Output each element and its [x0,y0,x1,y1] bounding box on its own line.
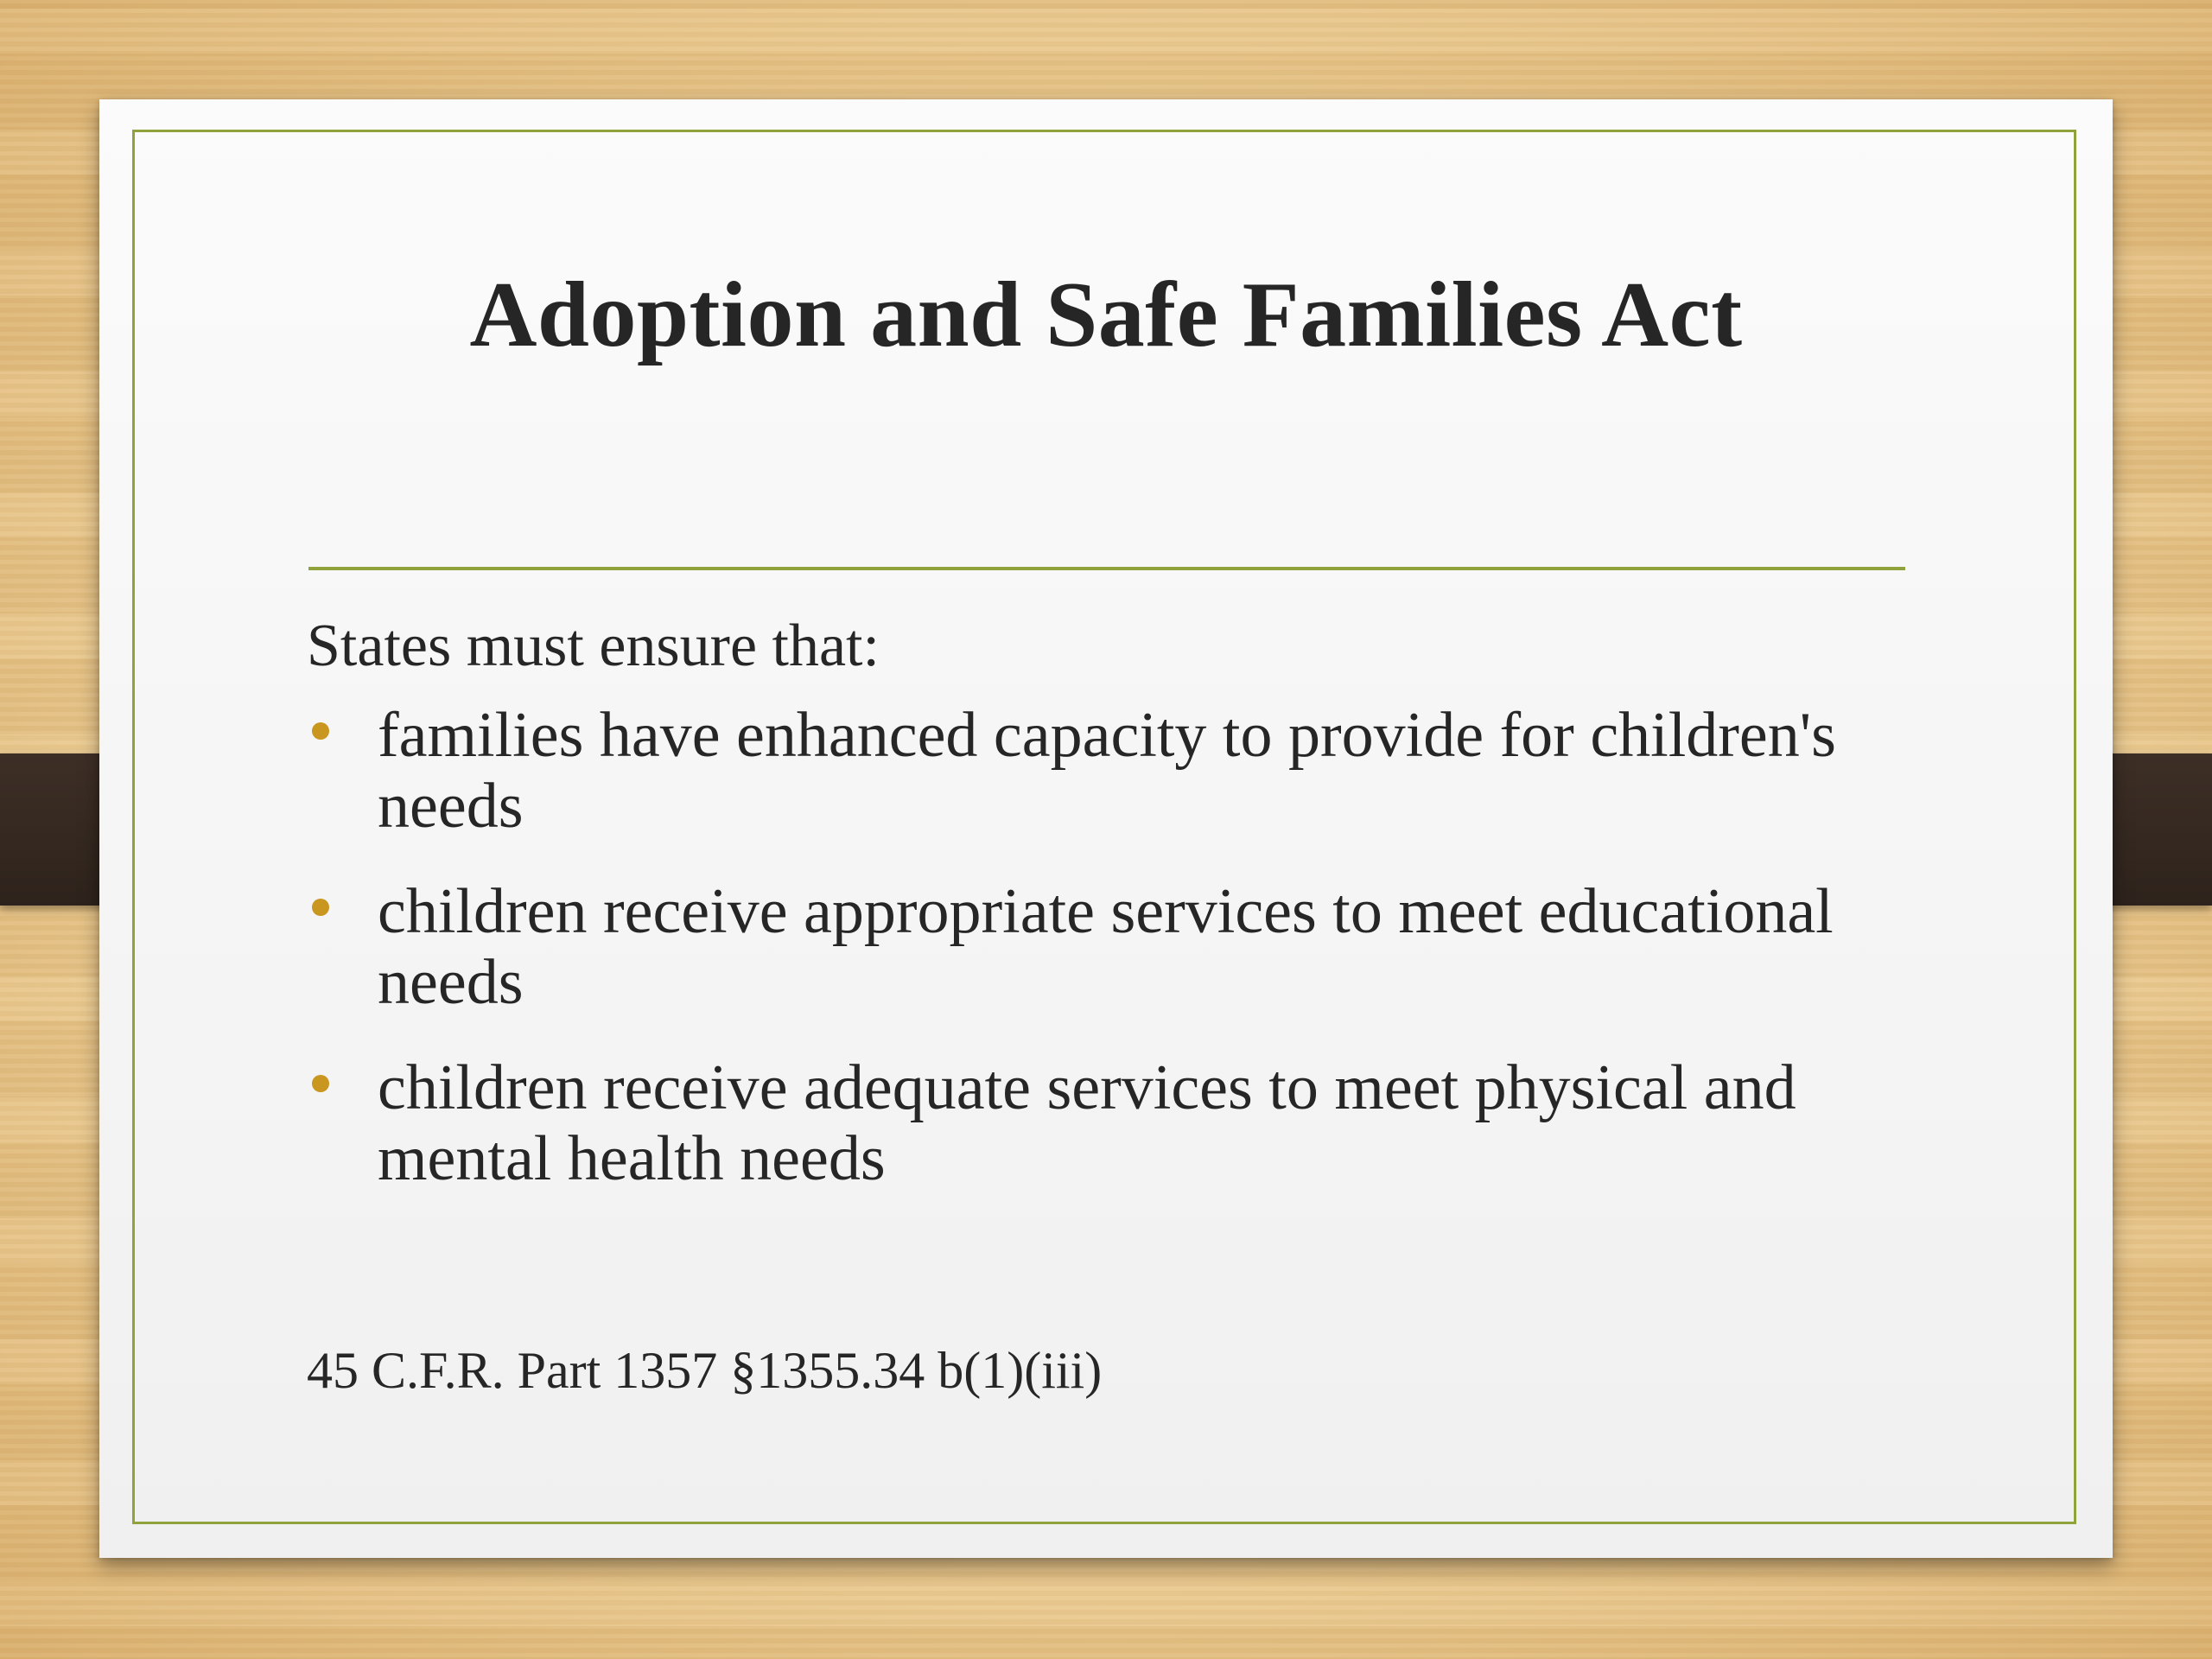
bullet-dot-icon [312,899,329,916]
bullet-item [307,876,1914,1018]
slide-body [307,605,1914,1229]
bullet-text: families have enhanced capacity to provide for children's needs [378,700,1836,842]
bullet-text: children receive appropriate services to meet educational needs [378,876,1834,1018]
bullet-list [307,700,1914,1194]
slide-title: Adoption and Safe Families Act [469,264,1743,366]
bullet-item [307,1052,1914,1194]
bullet-text: children receive adequate services to meet physical and mental health needs [378,1052,1796,1194]
citation-text: 45 C.F.R. Part 1357 §1355.34 b(1)(iii) [307,1342,1103,1399]
intro-text: States must ensure that: [307,613,880,679]
bullet-dot-icon [312,1075,329,1092]
bullet-dot-icon [312,722,329,740]
bullet-item [307,700,1914,842]
title-divider [308,567,1905,570]
